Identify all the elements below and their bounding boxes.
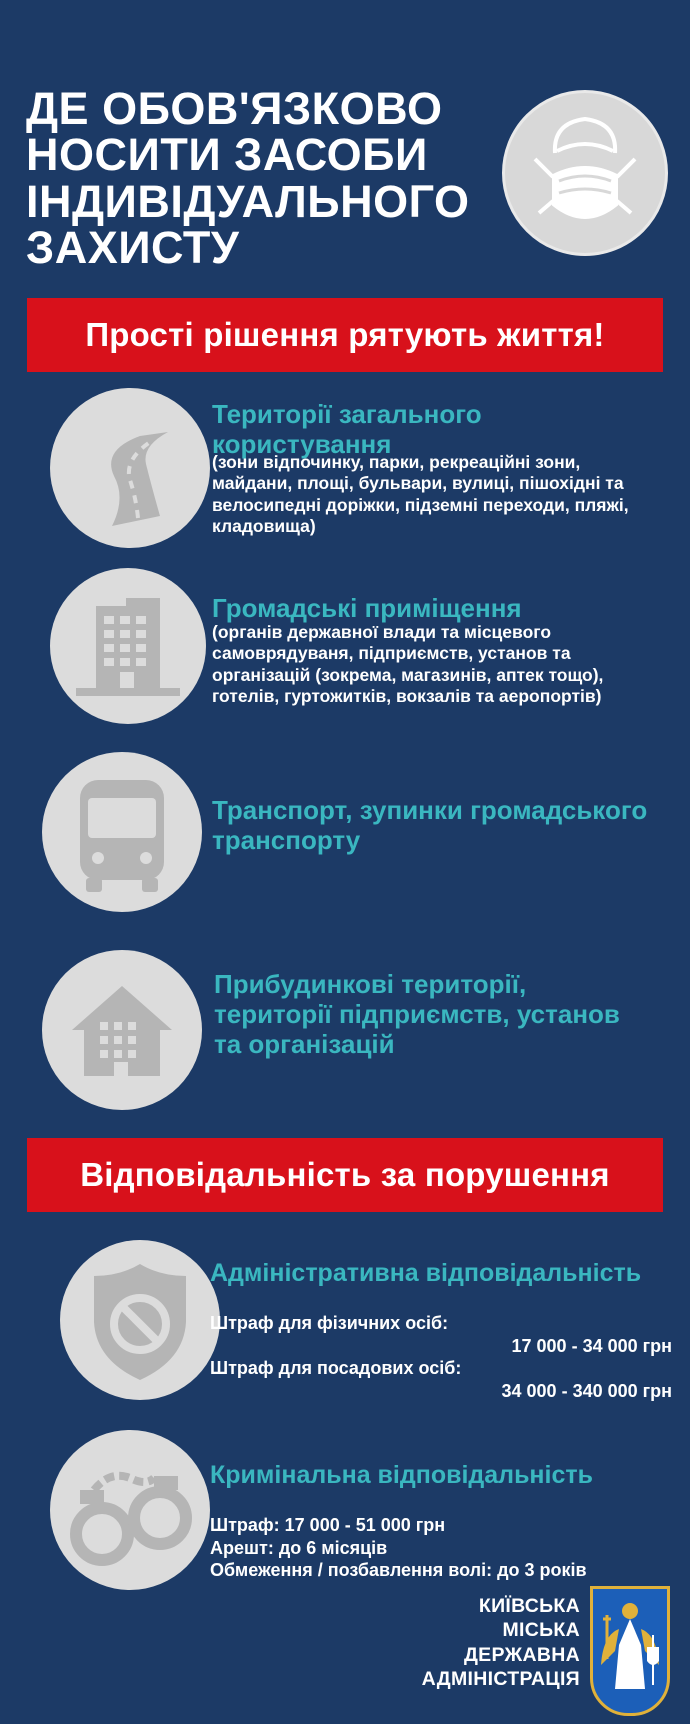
- criminal-restriction-line: Обмеження / позбавлення волі: до 3 років: [210, 1560, 587, 1580]
- org-name-line: КИЇВСЬКА: [478, 1595, 580, 1617]
- org-name-line: МІСЬКА: [502, 1619, 580, 1642]
- shield-icon: [60, 1240, 220, 1400]
- responsibility-details: [210, 1312, 672, 1402]
- building-icon: [50, 568, 206, 724]
- org-name-line: АДМІНІСТРАЦІЯ: [421, 1668, 580, 1691]
- criminal-fine-line: Штраф: 17 000 - 51 000 грн: [210, 1515, 446, 1535]
- category-title: Транспорт, зупинки громадського транспорту: [212, 795, 648, 855]
- road-icon: [50, 388, 210, 548]
- criminal-arrest-line: Арешт: до 6 місяців: [210, 1537, 388, 1558]
- bus-icon: [42, 752, 202, 912]
- responsibility-title: Адміністративна відповідальність: [210, 1259, 642, 1287]
- kyiv-coat-of-arms-icon: [590, 1586, 670, 1716]
- fine-individuals-label: Штраф для фізичних осіб:: [210, 1313, 449, 1333]
- category-title: Громадські приміщення: [212, 593, 522, 623]
- category-description: (зони відпочинку, парки, рекреаційні зони, майдани, площі, бульвари, вулиці, пішохідні та велосипедні доріжки, підземні переходи, пляжі, кладовища): [212, 452, 629, 537]
- responsibility-details: [210, 1514, 680, 1582]
- house-icon: [42, 950, 202, 1110]
- face-mask-icon: [502, 90, 668, 256]
- fine-officials-label: Штраф для посадових осіб:: [210, 1358, 462, 1378]
- fine-officials-value: 34 000 - 340 000 грн: [501, 1380, 672, 1401]
- org-name-line: ДЕРЖАВНА: [463, 1643, 580, 1666]
- handcuffs-icon: [50, 1430, 210, 1590]
- category-description: (органів державної влади та місцевого самоврядуваня, підприємств, установ та організацій (зокрема, магазинів, аптек тощо), готелів, гуртожитків, вокзалів та аеропортів): [212, 622, 604, 707]
- banner-simple-solutions: Прості рішення рятують життя!: [27, 298, 663, 372]
- page-title: ДЕ ОБОВ'ЯЗКОВО НОСИТИ ЗАСОБИ ІНДИВІДУАЛЬНОГО ЗАХИСТУ: [26, 83, 470, 274]
- category-title: Території загального користування: [212, 399, 482, 459]
- responsibility-title: Кримінальна відповідальність: [210, 1461, 593, 1489]
- fine-individuals-value: 17 000 - 34 000 грн: [511, 1335, 672, 1356]
- category-title: Прибудинкові території, території підприємств, установ та організацій: [214, 969, 620, 1059]
- banner-responsibility: Відповідальність за порушення: [27, 1138, 663, 1212]
- org-name: [360, 1594, 580, 1692]
